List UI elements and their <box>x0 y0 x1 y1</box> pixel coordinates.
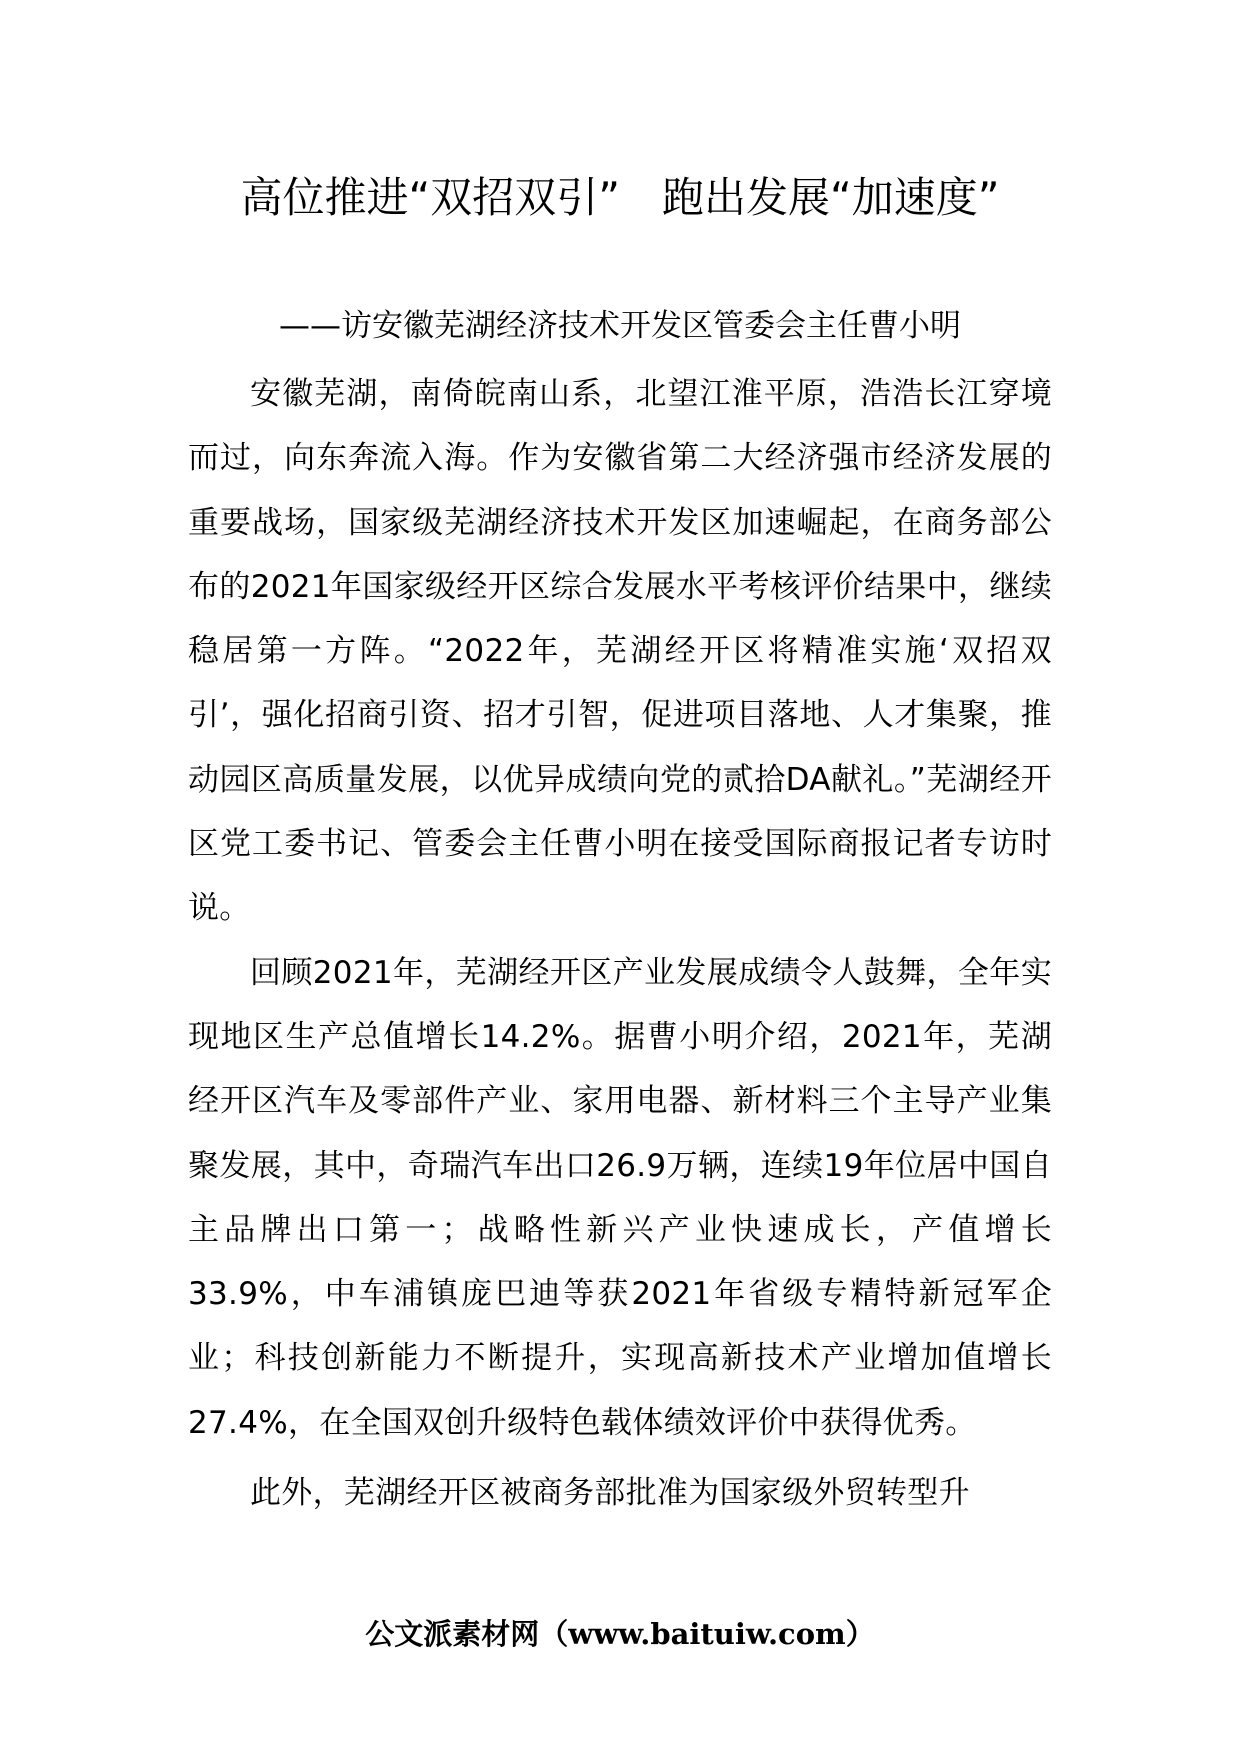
article-body <box>188 362 1052 1525</box>
footer-watermark: 公文派素材网（www.baituiw.com） <box>365 1617 875 1651</box>
article-subtitle: ——访安徽芜湖经济技术开发区管委会主任曹小明 <box>279 308 961 344</box>
paragraph-continued: 此外，芜湖经开区被商务部批准为国家级外贸转型升 <box>250 1475 970 1512</box>
article-title: 高位推进“双招双引” 跑出发展“加速度” <box>240 173 1000 222</box>
paragraph-intro: 安徽芜湖，南倚皖南山系，北望江淮平原，浩浩长江穿境而过，向东奔流入海。作为安徽省第二大经济强市经济发展的重要战场，国家级芜湖经济技术开发区加速崛起，在商务部公布的2021年国家级经开区综合发展水平考核评价结果中，继续稳居第一方阵。“2022年，芜湖经开区将精准实施‘双招双引’，强化招商引资、招才引智，促进项目落地、人才集聚，推动园区高质量发展，以优异成绩向党的贰拾DA献礼。”芜湖经开区党工委书记、管委会主任曹小明在接受国际商报记者专访时说。 <box>188 376 1052 927</box>
paragraph-review: 回顾2021年，芜湖经开区产业发展成绩令人鼓舞，全年实现地区生产总值增长14.2%。据曹小明介绍，2021年，芜湖经开区汽车及零部件产业、家用电器、新材料三个主导产业集聚发展，其中，奇瑞汽车出口26.9万辆，连续19年位居中国自主品牌出口第一；战略性新兴产业快速成长，产值增长33.9%，中车浦镇庞巴迪等获2021年省级专精特新冠军企业；科技创新能力不断提升，实现高新技术产业增加值增长27.4%，在全国双创升级特色载体绩效评价中获得优秀。 <box>188 954 1052 1441</box>
